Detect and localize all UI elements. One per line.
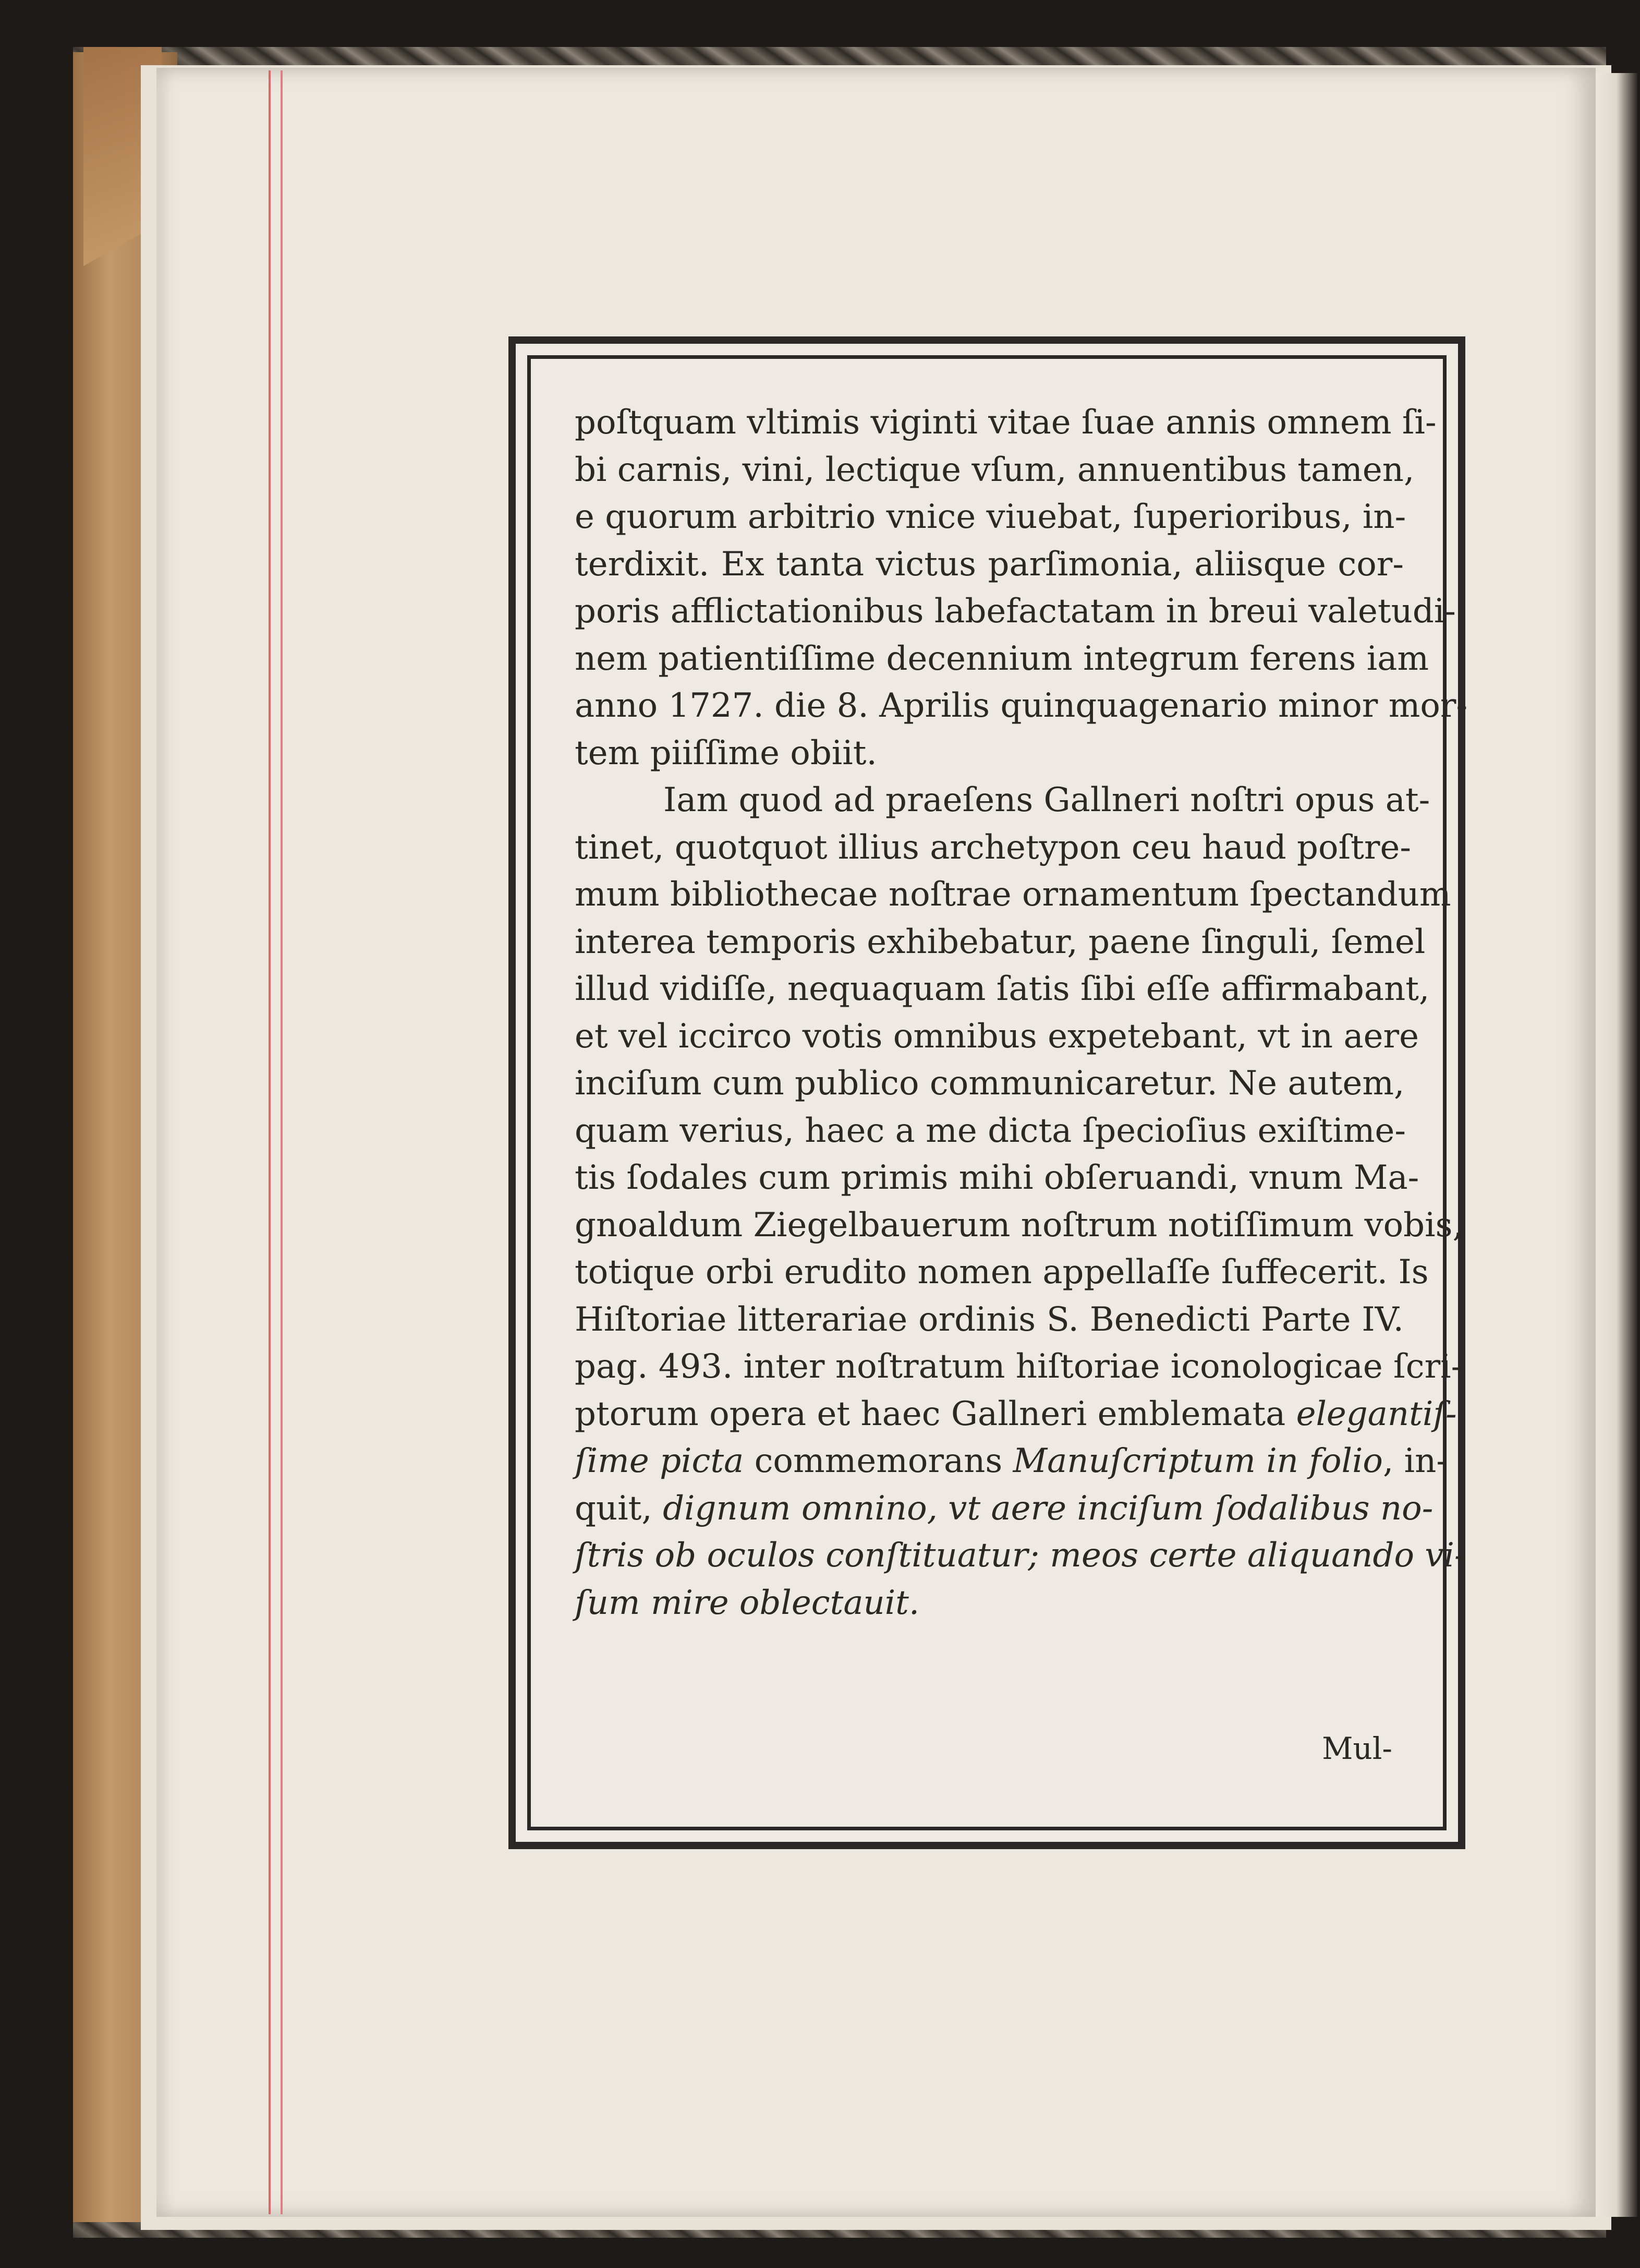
- catchword: Mul-: [1322, 1731, 1392, 1766]
- text-line: [575, 1579, 1404, 1627]
- text-line: anno 1727. die 8. Aprilis quinquagenario minor mor-: [575, 686, 1468, 725]
- text-line: [575, 1532, 1466, 1579]
- text-line: [575, 1485, 1434, 1533]
- text-line: Hiſtoriae litterariae ordinis S. Benedicti Parte IV.: [575, 1300, 1404, 1339]
- text-italic: Manuſcriptum in folio: [1013, 1442, 1383, 1480]
- body-text: [575, 399, 1468, 1626]
- text-italic: ſum mire oblectauit.: [575, 1583, 920, 1622]
- text-line: nem patientiſſime decennium integrum ferens iam: [575, 639, 1429, 678]
- text-italic: elegantiſ-: [1296, 1394, 1457, 1433]
- text-line: interea temporis exhibebatur, paene ſinguli, ſemel: [575, 922, 1426, 961]
- red-margin-rule: [281, 70, 283, 2214]
- text-line: e quorum arbitrio vnice viuebat, ſuperioribus, in-: [575, 498, 1406, 536]
- text-line: totique orbi erudito nomen appellaſſe ſuffecerit. Is: [575, 1253, 1429, 1292]
- text-line: poris afflictationibus labefactatam in breui valetudi-: [575, 592, 1456, 631]
- text-roman: commemorans: [744, 1442, 1013, 1480]
- text-line: poſtquam vltimis viginti vitae ſuae annis omnem ſi-: [575, 403, 1437, 442]
- text-line: Iam quod ad praeſens Gallneri noſtri opus at-: [663, 781, 1430, 819]
- text-line: inciſum cum publico communicaretur. Ne autem,: [575, 1064, 1405, 1103]
- red-margin-rule: [269, 70, 271, 2214]
- text-italic: ſime picta: [575, 1442, 744, 1480]
- text-line: mum bibliothecae noſtrae ornamentum ſpectandum: [575, 875, 1451, 914]
- text-line: pag. 493. inter noſtratum hiſtoriae iconologicae ſcri-: [575, 1347, 1463, 1386]
- text-line: [575, 1438, 1448, 1485]
- text-line: illud vidiſſe, nequaquam ſatis ſibi eſſe affirmabant,: [575, 970, 1430, 1008]
- text-italic: ſtris ob oculos conſtituatur; meos certe aliquando vi-: [575, 1536, 1466, 1575]
- text-roman: quit,: [575, 1489, 663, 1528]
- text-line: terdixit. Ex tanta victus parſimonia, aliisque cor-: [575, 545, 1404, 584]
- text-line: tinet, quotquot illius archetypon ceu haud poſtre-: [575, 828, 1411, 867]
- text-italic: dignum omnino, vt aere inciſum ſodalibus no-: [663, 1489, 1434, 1528]
- text-line: quam verius, haec a me dicta ſpecioſius exiſtime-: [575, 1111, 1406, 1150]
- text-line: et vel iccirco votis omnibus expetebant, vt in aere: [575, 1017, 1419, 1056]
- text-line: bi carnis, vini, lectique vſum, annuentibus tamen,: [575, 450, 1415, 489]
- text-line: tis ſodales cum primis mihi obſeruandi, vnum Ma-: [575, 1159, 1419, 1197]
- text-roman: , in-: [1382, 1442, 1448, 1480]
- text-roman: ptorum opera et haec Gallneri emblemata: [575, 1394, 1296, 1433]
- text-line: gnoaldum Ziegelbauerum noſtrum notiſſimum vobis,: [575, 1205, 1463, 1245]
- text-line: tem piiſſime obiit.: [575, 733, 877, 773]
- text-line: [575, 1391, 1457, 1438]
